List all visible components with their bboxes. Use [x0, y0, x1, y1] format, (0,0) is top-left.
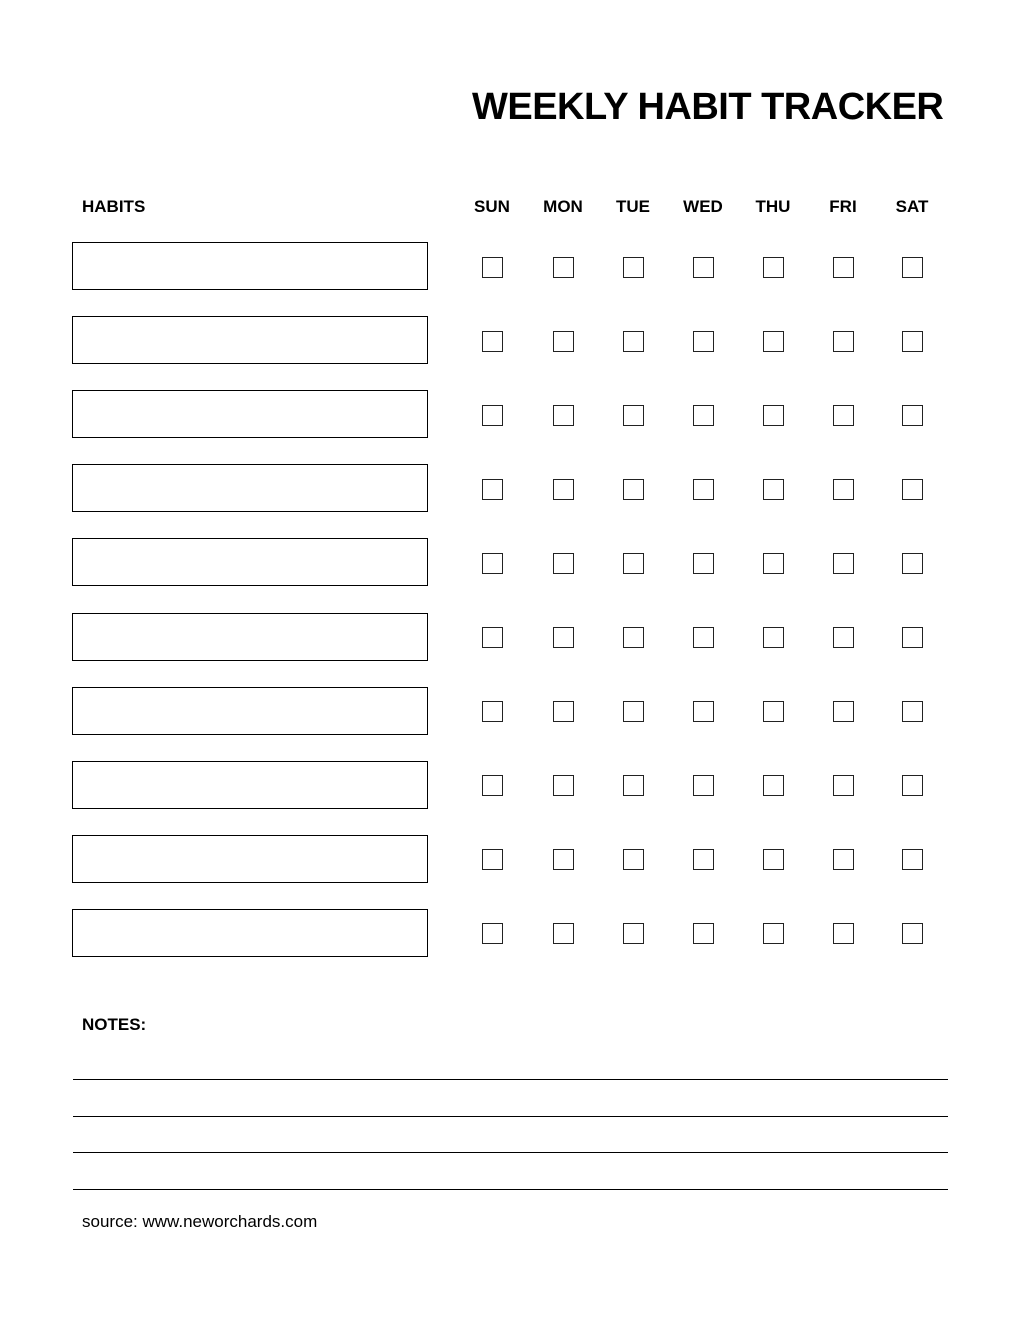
habit-checkbox-sun[interactable]: [482, 257, 503, 278]
habit-checkbox-wed[interactable]: [693, 849, 714, 870]
habit-checkbox-wed[interactable]: [693, 331, 714, 352]
habit-checkbox-thu[interactable]: [763, 627, 784, 648]
habit-name-field[interactable]: [72, 761, 428, 809]
habit-checkbox-thu[interactable]: [763, 849, 784, 870]
habit-checkbox-fri[interactable]: [833, 923, 854, 944]
habit-checkbox-tue[interactable]: [623, 849, 644, 870]
habit-checkbox-sun[interactable]: [482, 331, 503, 352]
note-line[interactable]: [73, 1116, 948, 1117]
habit-checkbox-sun[interactable]: [482, 553, 503, 574]
habit-checkbox-tue[interactable]: [623, 553, 644, 574]
habit-checkbox-mon[interactable]: [553, 775, 574, 796]
habit-checkbox-sat[interactable]: [902, 701, 923, 722]
habit-checkbox-wed[interactable]: [693, 627, 714, 648]
habit-checkbox-mon[interactable]: [553, 405, 574, 426]
habit-checkbox-mon[interactable]: [553, 701, 574, 722]
habit-checkbox-fri[interactable]: [833, 627, 854, 648]
source-text: source: www.neworchards.com: [82, 1212, 318, 1231]
habit-checkbox-wed[interactable]: [693, 701, 714, 722]
habit-checkbox-sat[interactable]: [902, 849, 923, 870]
habit-checkbox-wed[interactable]: [693, 553, 714, 574]
habit-checkbox-fri[interactable]: [833, 479, 854, 500]
habit-checkbox-fri[interactable]: [833, 701, 854, 722]
habit-checkbox-sat[interactable]: [902, 331, 923, 352]
habit-checkbox-thu[interactable]: [763, 553, 784, 574]
habit-name-field[interactable]: [72, 909, 428, 957]
habit-checkbox-sat[interactable]: [902, 479, 923, 500]
day-header-fri: FRI: [829, 197, 857, 216]
habit-checkbox-wed[interactable]: [693, 923, 714, 944]
habit-checkbox-tue[interactable]: [623, 257, 644, 278]
habit-checkbox-thu[interactable]: [763, 331, 784, 352]
habit-checkbox-sun[interactable]: [482, 775, 503, 796]
habit-checkbox-thu[interactable]: [763, 775, 784, 796]
habit-checkbox-fri[interactable]: [833, 405, 854, 426]
habit-checkbox-thu[interactable]: [763, 479, 784, 500]
habit-checkbox-sat[interactable]: [902, 405, 923, 426]
habit-name-field[interactable]: [72, 613, 428, 661]
habit-name-field[interactable]: [72, 464, 428, 512]
day-header-sat: SAT: [895, 197, 929, 216]
note-line[interactable]: [73, 1152, 948, 1153]
habit-checkbox-mon[interactable]: [553, 849, 574, 870]
day-header-tue: TUE: [616, 197, 650, 216]
habit-checkbox-tue[interactable]: [623, 701, 644, 722]
habit-checkbox-tue[interactable]: [623, 627, 644, 648]
notes-label: NOTES:: [82, 1015, 147, 1034]
note-line[interactable]: [73, 1079, 948, 1080]
habit-checkbox-sat[interactable]: [902, 923, 923, 944]
habit-checkbox-sat[interactable]: [902, 775, 923, 796]
day-header-wed: WED: [683, 197, 723, 216]
habit-name-field[interactable]: [72, 242, 428, 290]
note-line[interactable]: [73, 1189, 948, 1190]
habit-checkbox-wed[interactable]: [693, 479, 714, 500]
habit-checkbox-sat[interactable]: [902, 257, 923, 278]
habit-checkbox-wed[interactable]: [693, 405, 714, 426]
habit-name-field[interactable]: [72, 687, 428, 735]
habit-checkbox-sun[interactable]: [482, 849, 503, 870]
habit-name-field[interactable]: [72, 835, 428, 883]
habit-checkbox-sun[interactable]: [482, 923, 503, 944]
habit-checkbox-mon[interactable]: [553, 627, 574, 648]
habit-checkbox-mon[interactable]: [553, 553, 574, 574]
habit-checkbox-thu[interactable]: [763, 405, 784, 426]
habit-checkbox-fri[interactable]: [833, 257, 854, 278]
habit-checkbox-tue[interactable]: [623, 775, 644, 796]
habit-checkbox-sun[interactable]: [482, 701, 503, 722]
page-title: WEEKLY HABIT TRACKER: [472, 86, 944, 128]
habit-checkbox-mon[interactable]: [553, 257, 574, 278]
habit-checkbox-wed[interactable]: [693, 257, 714, 278]
habit-checkbox-tue[interactable]: [623, 479, 644, 500]
habit-checkbox-tue[interactable]: [623, 331, 644, 352]
habit-checkbox-sat[interactable]: [902, 627, 923, 648]
habit-checkbox-sun[interactable]: [482, 479, 503, 500]
habit-checkbox-thu[interactable]: [763, 701, 784, 722]
habit-checkbox-fri[interactable]: [833, 775, 854, 796]
habit-checkbox-thu[interactable]: [763, 923, 784, 944]
habit-checkbox-tue[interactable]: [623, 405, 644, 426]
habit-checkbox-sun[interactable]: [482, 405, 503, 426]
habit-checkbox-sun[interactable]: [482, 627, 503, 648]
habit-checkbox-fri[interactable]: [833, 553, 854, 574]
habit-name-field[interactable]: [72, 316, 428, 364]
habit-checkbox-mon[interactable]: [553, 923, 574, 944]
habits-column-header: HABITS: [82, 197, 146, 216]
habit-checkbox-wed[interactable]: [693, 775, 714, 796]
habit-checkbox-fri[interactable]: [833, 331, 854, 352]
day-header-mon: MON: [543, 197, 583, 216]
day-header-thu: THU: [755, 197, 791, 216]
habit-checkbox-thu[interactable]: [763, 257, 784, 278]
habit-checkbox-fri[interactable]: [833, 849, 854, 870]
habit-name-field[interactable]: [72, 390, 428, 438]
habit-checkbox-mon[interactable]: [553, 331, 574, 352]
habit-checkbox-mon[interactable]: [553, 479, 574, 500]
day-header-sun: SUN: [474, 197, 510, 216]
habit-checkbox-tue[interactable]: [623, 923, 644, 944]
habit-name-field[interactable]: [72, 538, 428, 586]
habit-checkbox-sat[interactable]: [902, 553, 923, 574]
